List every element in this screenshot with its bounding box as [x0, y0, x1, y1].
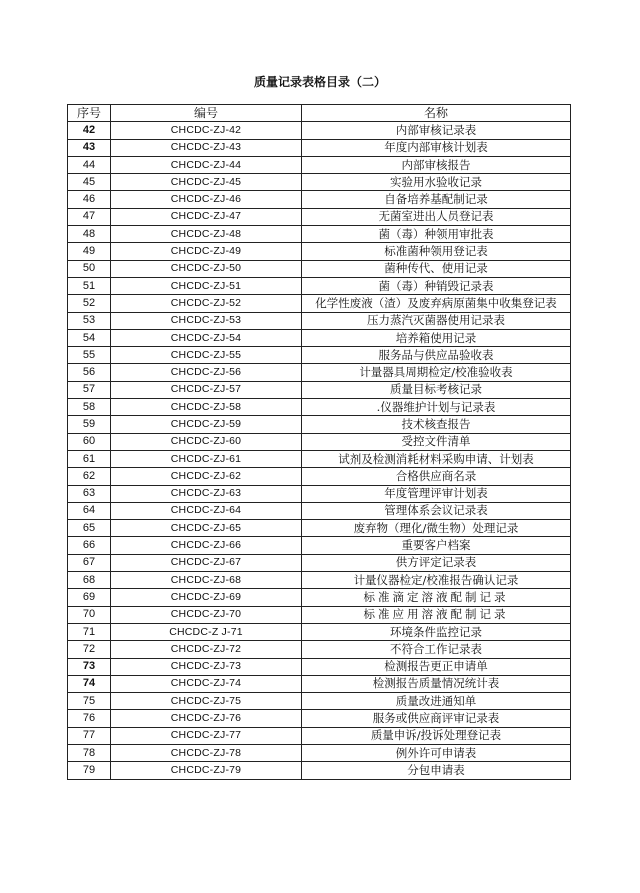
table-row [68, 450, 571, 467]
row-number-cell: 46 [68, 191, 111, 208]
row-code-cell: CHCDC-ZJ-63 [111, 485, 302, 502]
row-name-cell: 计量仪器检定/校准报告确认记录 [302, 572, 571, 589]
row-code-cell: CHCDC-ZJ-73 [111, 658, 302, 675]
page-title: 质量记录表格目录（二） [253, 75, 386, 89]
row-code-cell: CHCDC-ZJ-57 [111, 381, 302, 398]
row-number-cell: 57 [68, 381, 111, 398]
row-number-cell: 61 [68, 450, 111, 467]
row-name-cell: 检测报告质量情况统计表 [302, 675, 571, 692]
row-code-cell: CHCDC-ZJ-60 [111, 433, 302, 450]
row-number-cell: 60 [68, 433, 111, 450]
table-row [68, 693, 571, 710]
row-code-cell: CHCDC-ZJ-66 [111, 537, 302, 554]
row-number-cell: 78 [68, 744, 111, 761]
row-name-cell: 不符合工作记录表 [302, 641, 571, 658]
row-code-cell: CHCDC-ZJ-59 [111, 416, 302, 433]
row-name-cell: 供方评定记录表 [302, 554, 571, 571]
row-number-cell: 55 [68, 347, 111, 364]
table-row [68, 589, 571, 606]
table-row [68, 191, 571, 208]
row-name-cell: 质量申诉/投诉处理登记表 [302, 727, 571, 744]
table-row [68, 537, 571, 554]
row-name-cell: 菌（毒）种领用审批表 [302, 226, 571, 243]
row-code-cell: CHCDC-ZJ-75 [111, 693, 302, 710]
row-number-cell: 74 [68, 675, 111, 692]
column-header-name: 名称 [302, 105, 571, 122]
column-header-code: 编号 [111, 105, 302, 122]
table-row [68, 762, 571, 779]
row-name-cell: 重要客户档案 [302, 537, 571, 554]
row-code-cell: CHCDC-ZJ-53 [111, 312, 302, 329]
table-row [68, 277, 571, 294]
row-number-cell: 70 [68, 606, 111, 623]
row-code-cell: CHCDC-ZJ-62 [111, 468, 302, 485]
row-name-cell: 内部审核报告 [302, 156, 571, 173]
row-name-cell: 管理体系会议记录表 [302, 502, 571, 519]
row-code-cell: CHCDC-ZJ-61 [111, 450, 302, 467]
table-row [68, 502, 571, 519]
table-row [68, 347, 571, 364]
row-code-cell: CHCDC-Z J-71 [111, 623, 302, 640]
table-row [68, 433, 571, 450]
row-number-cell: 68 [68, 572, 111, 589]
row-code-cell: CHCDC-ZJ-43 [111, 139, 302, 156]
row-number-cell: 53 [68, 312, 111, 329]
row-number-cell: 47 [68, 208, 111, 225]
row-code-cell: CHCDC-ZJ-79 [111, 762, 302, 779]
row-code-cell: CHCDC-ZJ-45 [111, 174, 302, 191]
table-row [68, 520, 571, 537]
row-number-cell: 50 [68, 260, 111, 277]
row-number-cell: 77 [68, 727, 111, 744]
row-name-cell: 化学性废液（渣）及废弃病原菌集中收集登记表 [302, 295, 571, 312]
row-name-cell: 受控文件清单 [302, 433, 571, 450]
row-number-cell: 44 [68, 156, 111, 173]
table-row [68, 710, 571, 727]
row-number-cell: 64 [68, 502, 111, 519]
row-name-cell: 服务品与供应品验收表 [302, 347, 571, 364]
row-number-cell: 51 [68, 277, 111, 294]
row-number-cell: 56 [68, 364, 111, 381]
row-name-cell: 试剂及检测消耗材料采购申请、计划表 [302, 450, 571, 467]
row-number-cell: 48 [68, 226, 111, 243]
table-row [68, 554, 571, 571]
row-name-cell: 内部审核记录表 [302, 122, 571, 139]
table-row [68, 641, 571, 658]
row-name-cell: 分包申请表 [302, 762, 571, 779]
row-code-cell: CHCDC-ZJ-74 [111, 675, 302, 692]
row-code-cell: CHCDC-ZJ-55 [111, 347, 302, 364]
row-number-cell: 43 [68, 139, 111, 156]
row-number-cell: 72 [68, 641, 111, 658]
table-row [68, 226, 571, 243]
table-row [68, 295, 571, 312]
row-code-cell: CHCDC-ZJ-52 [111, 295, 302, 312]
row-code-cell: CHCDC-ZJ-72 [111, 641, 302, 658]
row-name-cell: 无菌室进出人员登记表 [302, 208, 571, 225]
row-name-cell: 废弃物（理化/微生物）处理记录 [302, 520, 571, 537]
table-row [68, 312, 571, 329]
row-name-cell: 压力蒸汽灭菌器使用记录表 [302, 312, 571, 329]
row-code-cell: CHCDC-ZJ-42 [111, 122, 302, 139]
row-name-cell: 合格供应商名录 [302, 468, 571, 485]
row-number-cell: 45 [68, 174, 111, 191]
row-name-cell: .仪器维护计划与记录表 [302, 399, 571, 416]
row-name-cell: 年度管理评审计划表 [302, 485, 571, 502]
table-row [68, 139, 571, 156]
row-name-cell: 技术核查报告 [302, 416, 571, 433]
row-name-cell: 自备培养基配制记录 [302, 191, 571, 208]
row-code-cell: CHCDC-ZJ-49 [111, 243, 302, 260]
row-code-cell: CHCDC-ZJ-78 [111, 744, 302, 761]
table-row [68, 675, 571, 692]
row-name-cell: 实验用水验收记录 [302, 174, 571, 191]
row-code-cell: CHCDC-ZJ-58 [111, 399, 302, 416]
table-row [68, 399, 571, 416]
row-name-cell: 质量改进通知单 [302, 693, 571, 710]
row-code-cell: CHCDC-ZJ-70 [111, 606, 302, 623]
row-code-cell: CHCDC-ZJ-56 [111, 364, 302, 381]
row-name-cell: 培养箱使用记录 [302, 329, 571, 346]
row-name-cell: 标准滴定溶液配制记录 [302, 589, 571, 606]
row-name-cell: 计量器具周期检定/校准验收表 [302, 364, 571, 381]
table-row [68, 260, 571, 277]
table-row [68, 658, 571, 675]
row-number-cell: 52 [68, 295, 111, 312]
row-number-cell: 62 [68, 468, 111, 485]
row-number-cell: 54 [68, 329, 111, 346]
row-number-cell: 66 [68, 537, 111, 554]
row-name-cell: 质量目标考核记录 [302, 381, 571, 398]
row-number-cell: 67 [68, 554, 111, 571]
table-row [68, 416, 571, 433]
row-number-cell: 76 [68, 710, 111, 727]
table-row [68, 468, 571, 485]
row-name-cell: 菌种传代、使用记录 [302, 260, 571, 277]
row-number-cell: 73 [68, 658, 111, 675]
row-number-cell: 65 [68, 520, 111, 537]
row-code-cell: CHCDC-ZJ-76 [111, 710, 302, 727]
row-code-cell: CHCDC-ZJ-50 [111, 260, 302, 277]
row-name-cell: 检测报告更正申请单 [302, 658, 571, 675]
record-catalog-table [67, 104, 571, 780]
row-code-cell: CHCDC-ZJ-48 [111, 226, 302, 243]
row-name-cell: 服务或供应商评审记录表 [302, 710, 571, 727]
table-header-row [68, 105, 571, 122]
row-number-cell: 75 [68, 693, 111, 710]
row-name-cell: 例外许可申请表 [302, 744, 571, 761]
row-code-cell: CHCDC-ZJ-47 [111, 208, 302, 225]
table-row [68, 243, 571, 260]
table-body [68, 122, 571, 779]
table-row [68, 381, 571, 398]
row-code-cell: CHCDC-ZJ-65 [111, 520, 302, 537]
row-name-cell: 标准应用溶液配制记录 [302, 606, 571, 623]
row-code-cell: CHCDC-ZJ-68 [111, 572, 302, 589]
row-name-cell: 标准菌种领用登记表 [302, 243, 571, 260]
row-code-cell: CHCDC-ZJ-51 [111, 277, 302, 294]
row-number-cell: 69 [68, 589, 111, 606]
row-name-cell: 年度内部审核计划表 [302, 139, 571, 156]
table-row [68, 364, 571, 381]
row-name-cell: 菌（毒）种销毁记录表 [302, 277, 571, 294]
table-row [68, 485, 571, 502]
row-code-cell: CHCDC-ZJ-44 [111, 156, 302, 173]
row-number-cell: 58 [68, 399, 111, 416]
row-code-cell: CHCDC-ZJ-64 [111, 502, 302, 519]
row-number-cell: 71 [68, 623, 111, 640]
table-row [68, 156, 571, 173]
table-row [68, 606, 571, 623]
table-row [68, 623, 571, 640]
row-number-cell: 79 [68, 762, 111, 779]
row-code-cell: CHCDC-ZJ-54 [111, 329, 302, 346]
row-number-cell: 49 [68, 243, 111, 260]
row-code-cell: CHCDC-ZJ-46 [111, 191, 302, 208]
table-row [68, 122, 571, 139]
column-header-number: 序号 [68, 105, 111, 122]
table-row [68, 174, 571, 191]
row-code-cell: CHCDC-ZJ-77 [111, 727, 302, 744]
table-row [68, 727, 571, 744]
row-code-cell: CHCDC-ZJ-67 [111, 554, 302, 571]
row-code-cell: CHCDC-ZJ-69 [111, 589, 302, 606]
row-number-cell: 42 [68, 122, 111, 139]
row-name-cell: 环境条件监控记录 [302, 623, 571, 640]
table-row [68, 208, 571, 225]
row-number-cell: 59 [68, 416, 111, 433]
table-row [68, 744, 571, 761]
table-row [68, 329, 571, 346]
table-row [68, 572, 571, 589]
row-number-cell: 63 [68, 485, 111, 502]
